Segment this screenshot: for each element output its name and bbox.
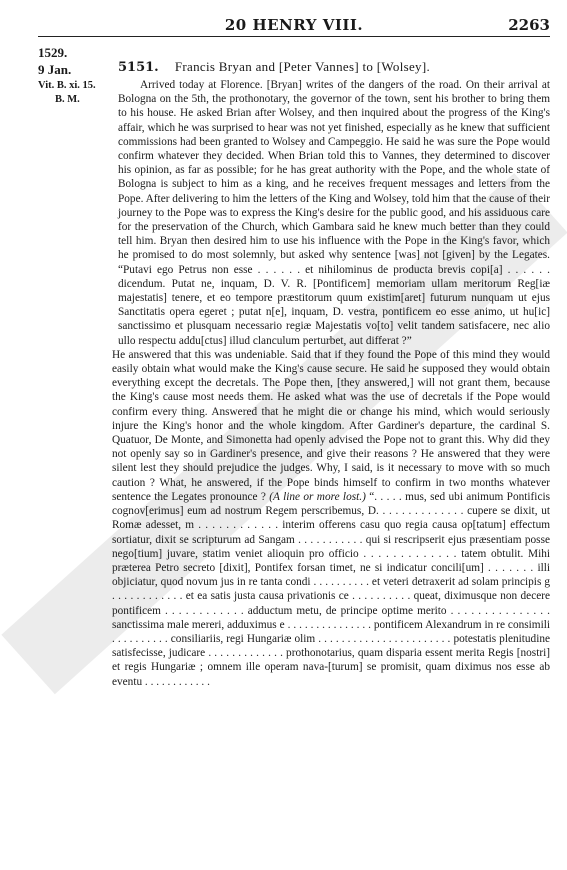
paragraph-1: Arrived today at Florence. [Bryan] writes of the dangers of the road. On their arrival at Bologna on the 5th, the prothonotary, the governor of the town, sent his brother to bring them to his house. He asked Brian after Wolsey, and then inquired about the progress of the King's affair, which he was surprised to hear was not yet finished, especially as he knew that sufficient commissions had been granted to Wolsey and Campeggio. He said he was sure the Pope would confirm whatever they decided. When Brian told this to Vannes, they determined to discover his opinion, as far as possible; for he has great authority with the Pope, and the whole state of Bologna is subject to him as a king, and he receives frequent messages and letters from the Pope. After delivering to him the letters of the King and Wolsey, told him that the cause of their journey to the Pope was to express the King's desire for the public good, and his assiduous care for the preservation of the Church, which Gambara said he knew much better than they could tell him. Bryan then desired him to use his influence with the Pope in the King's favor, which he promised to do most solemnly, but asked why sentence [was] not [given] by the Legates. “Putavi ego Petrus non esse . . . . . . et nihilominus de producta brevis copi[a] . . . . . . dicendum. Putat ne, inquam, D. V. R. [Pontificem] memoriam ullam meritorum Reg[iæ majestatis] tenere, et eo tempore præstitorum quum existim[aret] futurum nunquam ut ejus Sanctitatis opera egeret ; putat n[e], inquam, D. vestra, pontificem eo esse animo, ut hu[ic] sanctissimo et plusquam necessario regiæ Majestatis vo[to] velit tandem satisfacere, nec alio ullo respectu addu[ctus] illud clanculum perturbet, aut differat ?” xyxy=(118,79,550,347)
margin-ms-reference: Vit. B. xi. 15. xyxy=(38,80,96,91)
running-title: 20 HENRY VIII. xyxy=(224,16,364,34)
paragraph-2 xyxy=(112,348,550,689)
entry-body xyxy=(112,78,550,689)
running-head xyxy=(38,14,550,34)
page-number: 2263 xyxy=(508,16,550,34)
header-rule xyxy=(38,36,550,37)
entry-number: 5151. xyxy=(118,60,159,75)
margin-date: 9 Jan. xyxy=(38,62,72,77)
margin-year: 1529. xyxy=(38,45,68,60)
entry-heading xyxy=(118,59,550,75)
paragraph-2-latin: “. . . . . mus, sed ubi animum Pontificis cognov[erimus] eum ad nostrum Regem perscribemus, D. . . . . . . . . . . . . . cupere se dixit, ut Romæ adesset, m . . . . . . . . . . . . interim offerens casu quo regia causa op[tatum] effectum sortiatur, dixit se scripturum ad Sangam . . . . . . . . . . . qui si rescripserit ejus præsentiam posse nego[tium] juvare, statim veniet alioquin pro officio . . . . . . . . . . . . . tatem obtulit. Mihi præterea Petro secreto [dixit], Pontifex forsan timet, ne si indicatur concili[um] . . . . . . . illi objiciatur, quod novum jus in re tanta condi . . . . . . . . . . et veteri detraxerit ad solam principis g . . . . . . . . . . . . et ea satis justa causa privationis ce . . . . . . . . . . queat, diximusque non decere pontificem . . . . . . . . . . . . adductum metu, de principe optime merito . . . . . . . . . . . . . . . sanctissima male mereri, adduximus e . . . . . . . . . . . . . . . pontificem Alexandrum in re consimili . . . . . . . . . . consiliariis, regi Hungariæ olim . . . . . . . . . . . . . . . . . . . . . . . potestatis plenitudine satisfecisse, judicare . . . . . . . . . . . . . prothonotarius, quam disparia essent merita Regis [nostri] et regis Hungariæ ; omnem ille operam nava-[turum] se promisit, quam diximus nos esse ab eventu . . . . . . . . . . . . xyxy=(112,490,550,688)
margin-repository: B. M. xyxy=(55,94,80,105)
lost-line-note: (A line or more lost.) xyxy=(269,490,366,503)
entry-title: Francis Bryan and [Peter Vannes] to [Wolsey]. xyxy=(174,59,431,74)
paragraph-2-text: He answered that this was undeniable. Said that if they found the Pope of this mind they would easily obtain what would make the King's cause secure. He said he supposed they would obtain everything except the decretals. The Pope then, [they answered,] will not grant them, because the King's cause most needs them. He asked what was the use of decretals if the Pope would confirm every thing. Answered that he might die or change his mind, which would seriously injure the King's honor and the whole kingdom. After Gardiner's departure, the cardinal S. Quatuor, De Monte, and Simonetta had openly advised the Pope not to grant this. Why did they not openly say so in Gardiner's presence, and give their reasons ? He answered that they were silent lest they should prejudice the judges. Why, I said, is it necessary to move with so much caution ? What, he answered, if the Pope binds himself to confirm in two months whatever sentence the Legates pronounce ? xyxy=(112,348,550,503)
